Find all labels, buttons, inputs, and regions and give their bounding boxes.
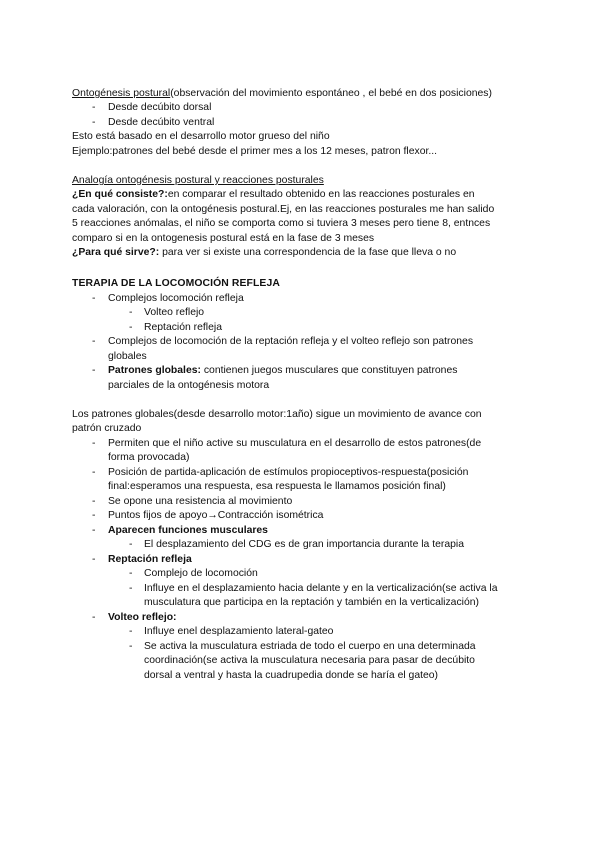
bullet-dash: - <box>129 641 133 652</box>
question-label: ¿Para qué sirve?: <box>72 247 160 258</box>
sub-list-item: Volteo reflejo <box>144 307 205 318</box>
question-label: ¿En qué consiste?: <box>72 189 168 200</box>
question-text: para ver si existe una correspondencia de la fase que lleva o no <box>159 247 457 258</box>
list-item-continuation: forma provocada) <box>108 452 190 463</box>
heading-rest-text: (observación del movimiento espontáneo , el bebé en dos posiciones) <box>170 88 492 99</box>
bullet-dash: - <box>92 496 96 507</box>
bullet-dash: - <box>129 322 133 333</box>
bullet-dash: - <box>92 510 96 521</box>
bullet-dash: - <box>92 612 96 623</box>
bullet-dash: - <box>92 293 96 304</box>
paragraph: Esto está basado en el desarrollo motor grueso del niño <box>72 131 330 142</box>
sub-list-item-continuation: coordinación(se activa la musculatura necesaria para pasar de decúbito <box>144 655 475 666</box>
section-heading-analogia: Analogía ontogénesis postural y reacciones posturales <box>72 175 324 186</box>
section-heading-ontogenesis <box>72 87 492 101</box>
list-item: Complejos locomoción refleja <box>108 293 244 304</box>
list-item-continuation: globales <box>108 351 147 362</box>
list-item: Desde decúbito ventral <box>108 117 215 128</box>
sub-list-item: El desplazamiento del CDG es de gran importancia durante la terapia <box>144 539 464 550</box>
list-item: Desde decúbito dorsal <box>108 102 212 113</box>
bullet-dash: - <box>92 365 96 376</box>
list-item: Permiten que el niño active su musculatura en el desarrollo de estos patrones(de <box>108 438 482 449</box>
sub-list-item-continuation: dorsal a ventral y hasta la cuadrupedia donde se haría el gateo) <box>144 670 439 681</box>
list-item: Puntos fijos de apoyo→Contracción isométrica <box>108 510 324 521</box>
list-item: Reptación refleja <box>108 554 192 565</box>
section-heading-terapia: TERAPIA DE LA LOCOMOCIÓN REFLEJA <box>72 278 280 289</box>
heading-underlined-text: Ontogénesis postural <box>72 88 171 99</box>
bullet-dash: - <box>92 336 96 347</box>
question-consiste <box>72 188 475 202</box>
sub-list-item: Se activa la musculatura estriada de todo el cuerpo en una determinada <box>144 641 476 652</box>
paragraph: patrón cruzado <box>72 423 142 434</box>
list-item: Aparecen funciones musculares <box>108 525 268 536</box>
sub-list-item: Reptación refleja <box>144 322 222 333</box>
list-item-continuation: final:esperamos una respuesta, esa respuesta le llamamos posición final) <box>108 481 446 492</box>
list-item-continuation: parciales de la ontogénesis motora <box>108 380 270 391</box>
sub-list-item: Influye enel desplazamiento lateral-gateo <box>144 626 334 637</box>
bullet-dash: - <box>92 438 96 449</box>
question-sirve <box>72 246 456 260</box>
term-text: contienen juegos musculares que constituyen patrones <box>200 365 458 376</box>
bullet-dash: - <box>92 467 96 478</box>
question-text: en comparar el resultado obtenido en las reacciones posturales en <box>167 189 475 200</box>
list-item: Complejos de locomoción de la reptación refleja y el volteo reflejo son patrones <box>108 336 474 347</box>
bullet-dash: - <box>129 568 133 579</box>
list-item: Posición de partida-aplicación de estímulos propioceptivos-respuesta(posición <box>108 467 469 478</box>
bullet-dash: - <box>92 117 96 128</box>
list-item: Volteo reflejo: <box>108 612 177 623</box>
paragraph: comparo si en la ontogenesis postural está en la fase de 3 meses <box>72 233 375 244</box>
term-label: Patrones globales: <box>108 365 201 376</box>
sub-list-item: Complejo de locomoción <box>144 568 258 579</box>
paragraph: 5 reacciones anómalas, el niño se comporta como si tuviera 3 meses pero tiene 8, entnces <box>72 218 491 229</box>
bullet-dash: - <box>129 539 133 550</box>
bullet-dash: - <box>92 525 96 536</box>
sub-list-item: Influye en el desplazamiento hacia delante y en la verticalización(se activa la <box>144 583 498 594</box>
bullet-dash: - <box>92 554 96 565</box>
paragraph: Los patrones globales(desde desarrollo motor:1año) sigue un movimiento de avance con <box>72 409 482 420</box>
bullet-dash: - <box>129 626 133 637</box>
bullet-dash: - <box>129 307 133 318</box>
list-item <box>108 364 457 378</box>
sub-list-item-continuation: musculatura que participa en la reptación y también en la verticalización) <box>144 597 479 608</box>
bullet-dash: - <box>129 583 133 594</box>
paragraph: cada valoración, con la ontogénesis postural.Ej, en las reacciones posturales me han salido <box>72 204 495 215</box>
bullet-dash: - <box>92 102 96 113</box>
paragraph: Ejemplo:patrones del bebé desde el primer mes a los 12 meses, patron flexor... <box>72 146 438 157</box>
list-item: Se opone una resistencia al movimiento <box>108 496 293 507</box>
